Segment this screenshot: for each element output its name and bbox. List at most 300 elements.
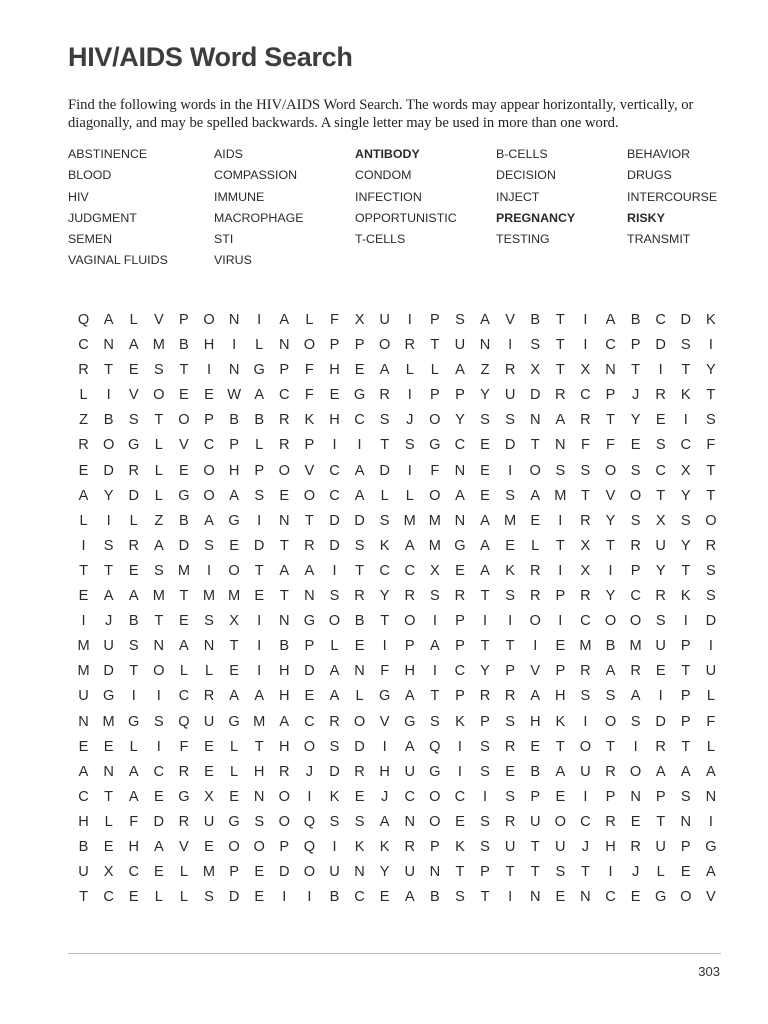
grid-letter: M bbox=[428, 537, 441, 554]
grid-letter: M bbox=[428, 512, 441, 529]
grid-letter: U bbox=[504, 387, 516, 404]
grid-letter: I bbox=[508, 613, 513, 630]
grid-letter: O bbox=[429, 788, 441, 805]
grid-letter: U bbox=[454, 337, 466, 354]
grid-letter: S bbox=[706, 412, 716, 429]
grid-letter: R bbox=[304, 537, 315, 554]
grid-letter: S bbox=[480, 412, 490, 429]
grid-letter: R bbox=[128, 462, 139, 479]
grid-letter: F bbox=[580, 437, 590, 454]
grid-letter: R bbox=[504, 362, 516, 379]
grid-letter: L bbox=[405, 487, 414, 504]
grid-letter: A bbox=[379, 813, 390, 830]
grid-letter: T bbox=[380, 437, 390, 454]
grid-letter: A bbox=[128, 337, 139, 354]
grid-letter: G bbox=[454, 537, 466, 554]
letter-grid bbox=[71, 308, 723, 910]
grid-letter: K bbox=[680, 588, 691, 605]
grid-letter: I bbox=[282, 889, 287, 906]
grid-letter: E bbox=[329, 387, 340, 404]
grid-letter: S bbox=[555, 864, 566, 881]
grid-letter: N bbox=[304, 588, 315, 605]
grid-letter: I bbox=[357, 437, 362, 454]
grid-letter: A bbox=[404, 738, 415, 755]
grid-letter: R bbox=[454, 588, 466, 605]
grid-letter: H bbox=[279, 688, 290, 705]
grid-letter: D bbox=[655, 337, 666, 354]
grid-letter: G bbox=[178, 788, 190, 805]
grid-letter: T bbox=[555, 337, 565, 354]
grid-letter: C bbox=[354, 412, 365, 429]
grid-letter: L bbox=[405, 362, 414, 379]
grid-letter: N bbox=[279, 613, 290, 630]
grid-letter: Q bbox=[77, 312, 90, 328]
grid-letter: J bbox=[581, 838, 590, 855]
grid-letter: T bbox=[656, 487, 666, 504]
grid-letter: I bbox=[633, 738, 638, 755]
grid-letter: E bbox=[103, 738, 114, 755]
grid-letter: R bbox=[580, 588, 591, 605]
footer-divider bbox=[68, 953, 721, 954]
grid-letter: O bbox=[303, 738, 316, 755]
grid-letter: T bbox=[480, 638, 490, 655]
grid-letter: E bbox=[254, 864, 265, 881]
grid-letter: L bbox=[656, 864, 665, 881]
grid-letter: D bbox=[680, 312, 692, 328]
grid-letter: S bbox=[605, 688, 616, 705]
grid-letter: P bbox=[329, 337, 340, 354]
grid-letter: R bbox=[705, 537, 717, 554]
grid-letter: B bbox=[329, 889, 340, 906]
grid-letter: O bbox=[303, 487, 316, 504]
grid-letter: P bbox=[655, 788, 666, 805]
grid-letter: T bbox=[681, 738, 691, 755]
grid-letter: N bbox=[404, 813, 416, 830]
grid-letter: T bbox=[480, 889, 490, 906]
grid-letter: S bbox=[153, 713, 164, 730]
grid-letter: B bbox=[630, 312, 641, 328]
grid-letter: K bbox=[354, 838, 365, 855]
grid-letter: S bbox=[204, 889, 214, 906]
grid-letter: I bbox=[257, 312, 262, 328]
grid-letter: N bbox=[253, 788, 265, 805]
page-number: 303 bbox=[698, 964, 720, 979]
grid-letter: S bbox=[429, 713, 440, 730]
grid-letter: I bbox=[608, 864, 613, 881]
grid-letter: B bbox=[128, 613, 139, 630]
grid-letter: F bbox=[430, 462, 440, 479]
grid-letter: M bbox=[177, 562, 190, 579]
grid-letter: E bbox=[480, 462, 490, 479]
grid-letter: A bbox=[480, 562, 490, 579]
grid-letter: R bbox=[354, 763, 365, 780]
grid-letter: X bbox=[655, 512, 666, 529]
grid-letter: D bbox=[304, 663, 315, 680]
grid-letter: I bbox=[558, 512, 563, 529]
grid-letter: L bbox=[706, 688, 715, 705]
grid-letter: K bbox=[505, 562, 515, 579]
grid-letter: C bbox=[605, 337, 616, 354]
grid-letter: R bbox=[580, 412, 591, 429]
grid-letter: B bbox=[605, 638, 616, 655]
grid-letter: P bbox=[229, 864, 239, 881]
grid-letter: N bbox=[354, 864, 365, 881]
grid-letter: H bbox=[555, 688, 566, 705]
grid-letter: Z bbox=[79, 412, 88, 429]
grid-letter: I bbox=[457, 738, 462, 755]
grid-letter: N bbox=[78, 713, 89, 730]
grid-letter: N bbox=[279, 512, 290, 529]
grid-letter: E bbox=[354, 638, 365, 655]
word-list-item: ANTIBODY bbox=[355, 147, 420, 161]
grid-letter: I bbox=[307, 889, 312, 906]
grid-letter: L bbox=[430, 362, 439, 379]
grid-letter: C bbox=[630, 588, 641, 605]
grid-letter: V bbox=[530, 663, 541, 680]
grid-letter: D bbox=[705, 613, 717, 630]
grid-letter: M bbox=[77, 638, 90, 655]
grid-letter: E bbox=[78, 588, 89, 605]
grid-letter: X bbox=[354, 312, 365, 328]
grid-letter: X bbox=[680, 462, 691, 479]
grid-letter: A bbox=[329, 663, 340, 680]
grid-letter: O bbox=[353, 713, 366, 730]
grid-letter: T bbox=[606, 537, 615, 554]
grid-letter: R bbox=[655, 387, 666, 404]
grid-letter: T bbox=[129, 663, 139, 680]
grid-letter: B bbox=[530, 763, 541, 780]
grid-letter: T bbox=[304, 512, 314, 529]
grid-letter: I bbox=[106, 387, 111, 404]
grid-letter: T bbox=[254, 738, 264, 755]
grid-letter: S bbox=[580, 462, 591, 479]
grid-letter: A bbox=[254, 387, 265, 404]
grid-letter: T bbox=[681, 562, 691, 579]
grid-letter: M bbox=[202, 864, 216, 881]
grid-letter: E bbox=[530, 512, 541, 529]
grid-letter: I bbox=[407, 387, 412, 404]
grid-letter: L bbox=[255, 437, 264, 454]
grid-letter: D bbox=[354, 512, 365, 529]
grid-letter: A bbox=[706, 864, 716, 881]
grid-letter: I bbox=[257, 638, 262, 655]
grid-letter: H bbox=[529, 713, 541, 730]
grid-letter: A bbox=[128, 788, 139, 805]
grid-letter: E bbox=[555, 889, 566, 906]
grid-letter: F bbox=[179, 738, 189, 755]
grid-letter: I bbox=[332, 838, 337, 855]
word-list-item: OPPORTUNISTIC bbox=[355, 210, 457, 225]
grid-letter: S bbox=[379, 412, 390, 429]
grid-letter: P bbox=[680, 713, 691, 730]
grid-letter: V bbox=[179, 437, 189, 454]
grid-letter: N bbox=[153, 638, 165, 655]
grid-letter: N bbox=[630, 788, 641, 805]
grid-letter: A bbox=[706, 763, 716, 780]
grid-letter: R bbox=[605, 813, 616, 830]
grid-letter: H bbox=[78, 813, 89, 830]
grid-letter: M bbox=[152, 588, 165, 605]
grid-letter: O bbox=[629, 763, 642, 780]
grid-letter: N bbox=[279, 337, 290, 354]
word-list bbox=[68, 146, 748, 274]
word-list-item: INTERCOURSE bbox=[627, 189, 718, 204]
grid-letter: A bbox=[530, 688, 541, 705]
grid-letter: A bbox=[78, 763, 89, 780]
grid-letter: O bbox=[328, 613, 341, 630]
grid-letter: Q bbox=[429, 738, 441, 755]
grid-letter: N bbox=[103, 763, 114, 780]
grid-letter: I bbox=[432, 663, 437, 680]
grid-letter: G bbox=[429, 437, 441, 454]
word-list-item: HIV bbox=[68, 189, 89, 204]
grid-letter: T bbox=[254, 562, 264, 579]
grid-letter: N bbox=[705, 788, 717, 805]
grid-letter: P bbox=[304, 437, 315, 454]
grid-letter: R bbox=[78, 437, 89, 454]
grid-letter: S bbox=[480, 813, 490, 830]
grid-letter: E bbox=[480, 487, 490, 504]
grid-letter: I bbox=[382, 738, 387, 755]
grid-letter: R bbox=[655, 738, 666, 755]
grid-letter: V bbox=[179, 838, 189, 855]
grid-letter: C bbox=[404, 562, 416, 579]
grid-letter: D bbox=[329, 537, 340, 554]
grid-letter: P bbox=[480, 713, 490, 730]
grid-letter: I bbox=[658, 362, 663, 379]
grid-letter: X bbox=[580, 537, 591, 554]
grid-letter: P bbox=[680, 638, 691, 655]
grid-letter: B bbox=[429, 889, 440, 906]
grid-letter: I bbox=[533, 638, 538, 655]
grid-letter: I bbox=[156, 738, 161, 755]
grid-letter: C bbox=[454, 663, 466, 680]
grid-letter: A bbox=[455, 362, 465, 379]
grid-letter: X bbox=[229, 613, 239, 630]
grid-letter: E bbox=[254, 889, 265, 906]
grid-letter: R bbox=[279, 437, 290, 454]
grid-letter: O bbox=[680, 889, 692, 906]
grid-letter: B bbox=[354, 613, 365, 630]
grid-letter: T bbox=[79, 562, 88, 579]
word-list-item: TRANSMIT bbox=[627, 232, 691, 247]
grid-letter: R bbox=[404, 838, 416, 855]
grid-letter: I bbox=[583, 337, 588, 354]
grid-letter: C bbox=[329, 462, 340, 479]
grid-letter: D bbox=[128, 487, 139, 504]
grid-letter: E bbox=[354, 788, 365, 805]
grid-letter: O bbox=[629, 613, 642, 630]
grid-letter: U bbox=[655, 638, 666, 655]
grid-letter: Z bbox=[154, 512, 164, 529]
grid-letter: E bbox=[103, 838, 114, 855]
grid-letter: R bbox=[630, 663, 641, 680]
grid-letter: G bbox=[655, 889, 667, 906]
word-list-item: RISKY bbox=[627, 210, 665, 225]
word-list-item: JUDGMENT bbox=[68, 210, 137, 225]
grid-letter: L bbox=[380, 487, 389, 504]
grid-letter: Y bbox=[630, 412, 641, 429]
grid-letter: A bbox=[404, 889, 415, 906]
grid-letter: L bbox=[179, 864, 188, 881]
grid-letter: G bbox=[102, 688, 115, 705]
grid-letter: L bbox=[154, 437, 163, 454]
grid-letter: M bbox=[77, 663, 90, 680]
grid-letter: P bbox=[455, 638, 465, 655]
grid-letter: N bbox=[580, 889, 591, 906]
grid-letter: S bbox=[630, 462, 641, 479]
grid-letter: I bbox=[407, 462, 412, 479]
grid-letter: I bbox=[206, 362, 212, 379]
grid-letter: P bbox=[455, 387, 465, 404]
grid-letter: V bbox=[505, 312, 515, 328]
grid-letter: O bbox=[404, 613, 416, 630]
grid-letter: I bbox=[708, 337, 713, 354]
grid-letter: E bbox=[128, 362, 139, 379]
grid-letter: D bbox=[178, 537, 190, 554]
grid-letter: A bbox=[204, 512, 214, 529]
grid-letter: S bbox=[354, 537, 365, 554]
grid-letter: A bbox=[429, 638, 440, 655]
grid-letter: S bbox=[530, 337, 541, 354]
grid-letter: M bbox=[228, 588, 241, 605]
grid-letter: E bbox=[354, 362, 365, 379]
grid-letter: L bbox=[79, 387, 88, 404]
grid-letter: K bbox=[455, 713, 465, 730]
grid-letter: H bbox=[253, 763, 265, 780]
grid-letter: R bbox=[630, 838, 641, 855]
grid-letter: A bbox=[605, 663, 616, 680]
grid-letter: T bbox=[279, 588, 289, 605]
grid-letter: F bbox=[330, 312, 339, 328]
grid-letter: M bbox=[403, 512, 416, 529]
grid-letter: P bbox=[680, 838, 691, 855]
grid-letter: K bbox=[555, 713, 566, 730]
grid-letter: C bbox=[304, 713, 315, 730]
grid-letter: T bbox=[104, 562, 114, 579]
grid-letter: I bbox=[708, 813, 713, 830]
grid-letter: E bbox=[229, 537, 239, 554]
grid-letter: T bbox=[555, 738, 565, 755]
grid-letter: S bbox=[655, 613, 666, 630]
grid-letter: S bbox=[480, 763, 490, 780]
grid-letter: E bbox=[630, 813, 641, 830]
grid-letter: K bbox=[329, 788, 340, 805]
grid-letter: U bbox=[203, 813, 215, 830]
page-title: HIV/AIDS Word Search bbox=[68, 42, 353, 72]
grid-letter: O bbox=[705, 512, 717, 529]
grid-letter: F bbox=[706, 713, 716, 730]
grid-letter: R bbox=[504, 738, 516, 755]
grid-letter: T bbox=[530, 437, 540, 454]
grid-letter: R bbox=[404, 337, 416, 354]
grid-letter: C bbox=[178, 688, 190, 705]
grid-letter: X bbox=[580, 362, 591, 379]
grid-letter: P bbox=[204, 412, 214, 429]
grid-letter: N bbox=[529, 889, 541, 906]
grid-letter: C bbox=[454, 788, 466, 805]
grid-letter: C bbox=[128, 864, 139, 881]
grid-letter: P bbox=[429, 838, 440, 855]
grid-letter: A bbox=[379, 362, 390, 379]
grid-letter: O bbox=[228, 562, 240, 579]
grid-letter: A bbox=[103, 312, 114, 328]
grid-letter: U bbox=[705, 663, 717, 680]
grid-letter: T bbox=[505, 864, 515, 881]
grid-letter: E bbox=[630, 889, 641, 906]
grid-letter: U bbox=[404, 763, 416, 780]
grid-letter: E bbox=[505, 537, 515, 554]
grid-letter: O bbox=[378, 337, 391, 354]
grid-letter: L bbox=[154, 462, 163, 479]
word-list-item: DECISION bbox=[496, 168, 556, 183]
grid-letter: J bbox=[631, 387, 640, 404]
grid-letter: D bbox=[153, 813, 165, 830]
word-list-item: STI bbox=[214, 232, 234, 247]
grid-letter: S bbox=[204, 537, 214, 554]
grid-letter: A bbox=[630, 688, 641, 705]
grid-letter: A bbox=[128, 588, 139, 605]
grid-letter: Q bbox=[303, 813, 316, 830]
grid-letter: E bbox=[254, 588, 265, 605]
grid-letter: S bbox=[254, 487, 265, 504]
grid-letter: D bbox=[354, 738, 365, 755]
grid-letter: T bbox=[555, 312, 565, 328]
grid-letter: I bbox=[307, 788, 312, 805]
grid-letter: I bbox=[332, 437, 337, 454]
grid-letter: P bbox=[455, 613, 465, 630]
grid-letter: R bbox=[630, 537, 641, 554]
grid-letter: D bbox=[279, 864, 290, 881]
grid-letter: E bbox=[680, 864, 691, 881]
grid-letter: R bbox=[529, 588, 541, 605]
grid-letter: U bbox=[529, 813, 541, 830]
grid-letter: S bbox=[329, 738, 340, 755]
grid-letter: L bbox=[706, 738, 715, 755]
grid-letter: T bbox=[606, 412, 615, 429]
grid-letter: S bbox=[404, 437, 415, 454]
grid-letter: A bbox=[153, 838, 164, 855]
grid-letter: S bbox=[505, 487, 515, 504]
grid-letter: O bbox=[429, 487, 441, 504]
grid-letter: I bbox=[156, 688, 161, 705]
grid-letter: A bbox=[404, 688, 415, 705]
grid-letter: K bbox=[379, 537, 390, 554]
grid-letter: P bbox=[555, 588, 566, 605]
word-list-item: COMPASSION bbox=[214, 168, 298, 183]
grid-letter: Y bbox=[655, 562, 666, 579]
grid-letter: N bbox=[103, 337, 114, 354]
grid-letter: I bbox=[583, 713, 588, 730]
grid-letter: O bbox=[579, 738, 592, 755]
grid-letter: A bbox=[680, 763, 691, 780]
grid-letter: I bbox=[558, 613, 563, 630]
grid-letter: I bbox=[558, 562, 563, 579]
grid-letter: P bbox=[304, 638, 315, 655]
grid-letter: E bbox=[655, 663, 666, 680]
grid-letter: N bbox=[529, 412, 541, 429]
grid-letter: O bbox=[554, 813, 566, 830]
grid-letter: I bbox=[508, 337, 513, 354]
grid-letter: H bbox=[203, 337, 215, 354]
grid-letter: T bbox=[555, 362, 565, 379]
grid-letter: L bbox=[79, 512, 88, 529]
grid-letter: I bbox=[106, 512, 111, 529]
grid-letter: E bbox=[204, 387, 214, 404]
grid-letter: E bbox=[204, 763, 214, 780]
grid-letter: R bbox=[605, 763, 616, 780]
grid-letter: U bbox=[329, 864, 340, 881]
